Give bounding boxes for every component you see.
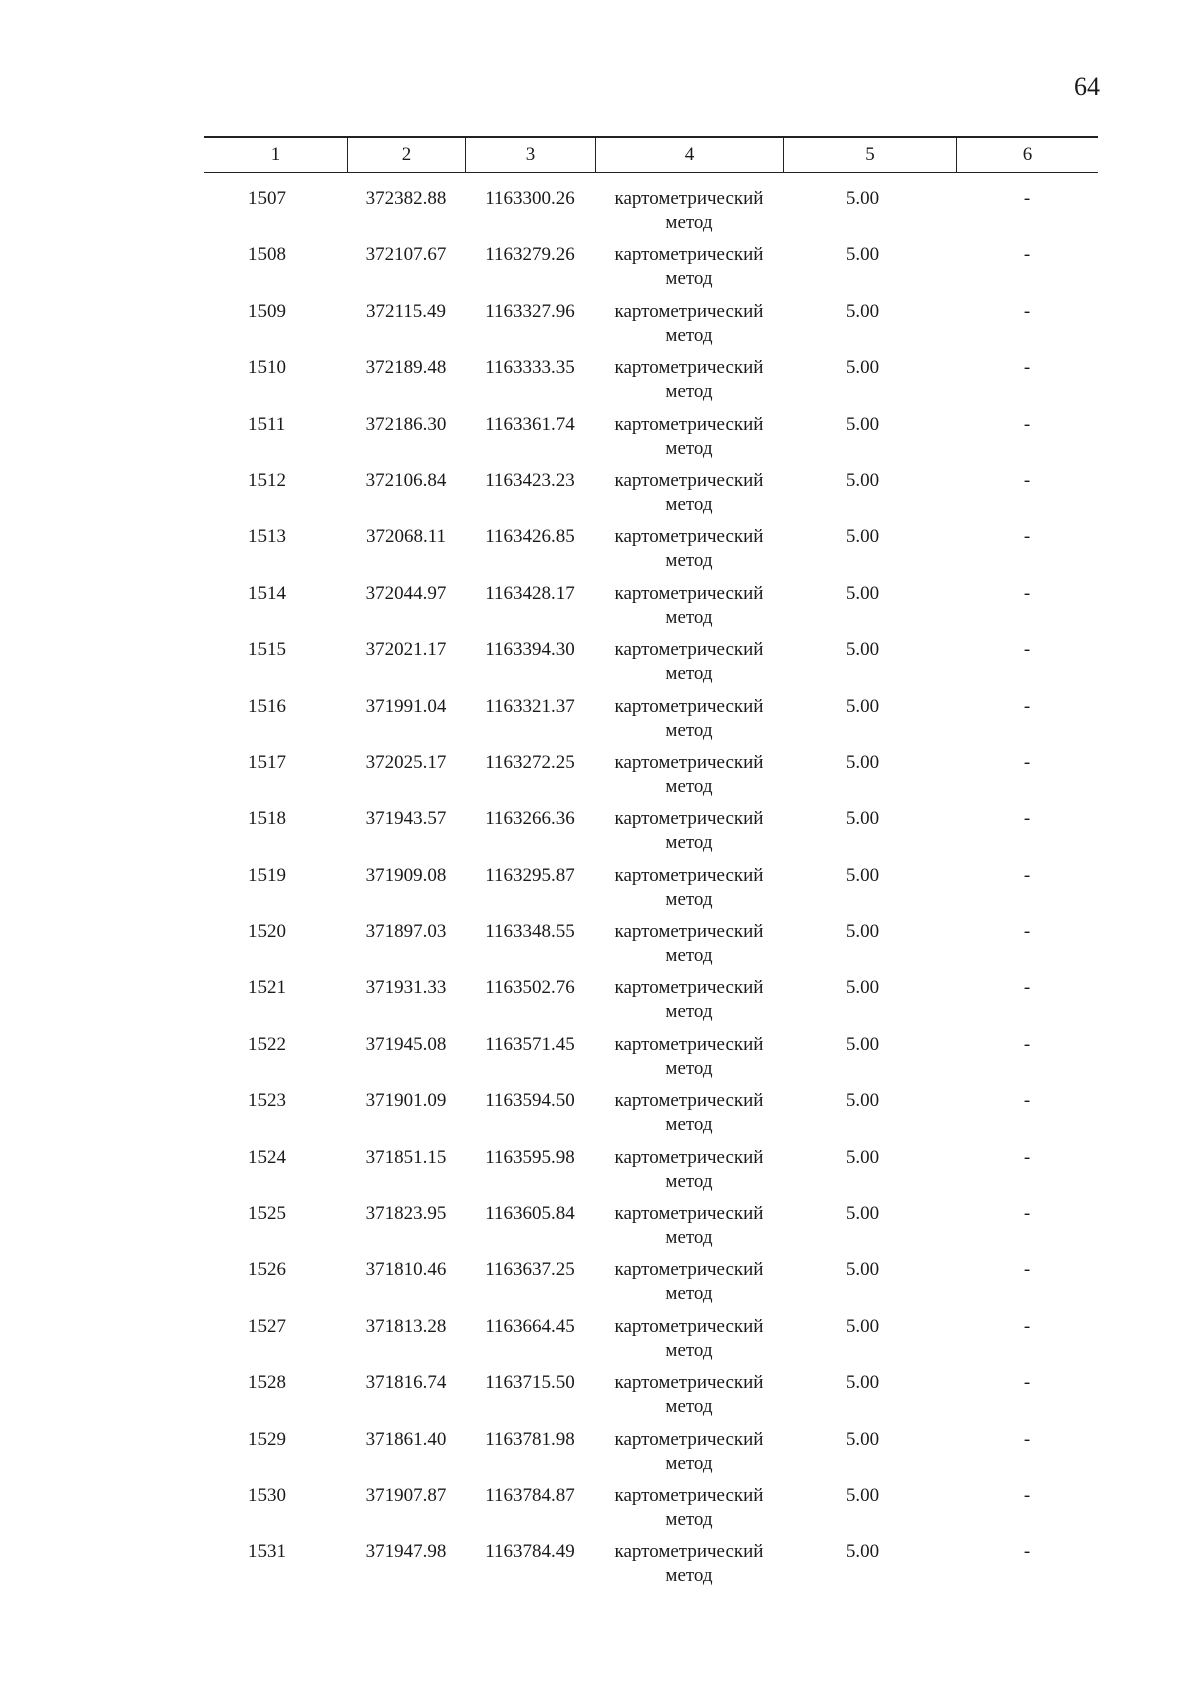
table-header <box>204 136 1098 173</box>
method-line-2: метод <box>665 268 713 290</box>
note-cell: - <box>1023 1033 1031 1055</box>
method-cell <box>595 1258 783 1314</box>
table-row <box>204 243 1098 299</box>
method-line-1: картометрический <box>614 469 764 491</box>
table-row <box>204 695 1098 751</box>
method-line-2: метод <box>665 1283 713 1305</box>
method-cell <box>595 356 783 412</box>
accuracy-cell: 5.00 <box>845 1146 880 1168</box>
accuracy-cell: 5.00 <box>845 582 880 604</box>
x-coordinate-cell: 371851.15 <box>365 1146 447 1168</box>
accuracy-cell: 5.00 <box>845 469 880 491</box>
x-coordinate-cell: 372186.30 <box>365 413 447 435</box>
method-line-1: картометрический <box>614 808 764 830</box>
method-cell <box>595 582 783 638</box>
point-number-cell: 1508 <box>248 244 286 266</box>
y-coordinate-cell: 1163348.55 <box>485 921 575 943</box>
method-cell <box>595 695 783 751</box>
table-row <box>204 638 1098 694</box>
y-coordinate-cell: 1163327.96 <box>485 300 575 322</box>
method-line-2: метод <box>665 1001 713 1023</box>
y-coordinate-cell: 1163595.98 <box>485 1146 575 1168</box>
method-line-2: метод <box>665 606 713 628</box>
accuracy-cell: 5.00 <box>845 1033 880 1055</box>
y-coordinate-cell: 1163426.85 <box>485 526 575 548</box>
point-number-cell: 1524 <box>248 1146 286 1168</box>
method-line-1: картометрический <box>614 921 764 943</box>
method-line-1: картометрический <box>614 864 764 886</box>
method-line-2: метод <box>665 1170 713 1192</box>
note-cell: - <box>1023 244 1031 266</box>
point-number-cell: 1521 <box>248 977 286 999</box>
table-row <box>204 469 1098 525</box>
table-row <box>204 525 1098 581</box>
note-cell: - <box>1023 639 1031 661</box>
note-cell: - <box>1023 1541 1031 1563</box>
table-row <box>204 807 1098 863</box>
point-number-cell: 1516 <box>248 695 286 717</box>
method-line-1: картометрический <box>614 977 764 999</box>
method-cell <box>595 1540 783 1596</box>
accuracy-cell: 5.00 <box>845 639 880 661</box>
note-cell: - <box>1023 1428 1031 1450</box>
point-number-cell: 1519 <box>248 864 286 886</box>
x-coordinate-cell: 372025.17 <box>365 751 447 773</box>
method-line-1: картометрический <box>614 1259 764 1281</box>
accuracy-cell: 5.00 <box>845 1259 880 1281</box>
x-coordinate-cell: 372107.67 <box>365 244 447 266</box>
y-coordinate-cell: 1163394.30 <box>485 639 575 661</box>
method-line-2: метод <box>665 1508 713 1530</box>
point-number-cell: 1522 <box>248 1033 286 1055</box>
method-line-1: картометрический <box>614 695 764 717</box>
point-number-cell: 1517 <box>248 751 286 773</box>
method-line-2: метод <box>665 832 713 854</box>
note-cell: - <box>1023 1372 1031 1394</box>
x-coordinate-cell: 371943.57 <box>365 808 447 830</box>
table-row <box>204 1484 1098 1540</box>
method-cell <box>595 1033 783 1089</box>
accuracy-cell: 5.00 <box>845 977 880 999</box>
header-col-5: 5 <box>783 138 956 172</box>
note-cell: - <box>1023 695 1031 717</box>
y-coordinate-cell: 1163428.17 <box>485 582 575 604</box>
method-line-2: метод <box>665 437 713 459</box>
table-row <box>204 1540 1098 1596</box>
page-number: 64 <box>1074 72 1100 101</box>
accuracy-cell: 5.00 <box>845 1315 880 1337</box>
x-coordinate-cell: 371897.03 <box>365 921 447 943</box>
method-cell <box>595 1428 783 1484</box>
method-line-1: картометрический <box>614 357 764 379</box>
point-number-cell: 1525 <box>248 1203 286 1225</box>
point-number-cell: 1527 <box>248 1315 286 1337</box>
table-body <box>204 173 1098 1597</box>
method-line-1: картометрический <box>614 1033 764 1055</box>
y-coordinate-cell: 1163664.45 <box>485 1315 575 1337</box>
y-coordinate-cell: 1163781.98 <box>485 1428 575 1450</box>
method-line-2: метод <box>665 1452 713 1474</box>
method-cell <box>595 187 783 243</box>
x-coordinate-cell: 371931.33 <box>365 977 447 999</box>
note-cell: - <box>1023 751 1031 773</box>
method-line-2: метод <box>665 1396 713 1418</box>
note-cell: - <box>1023 582 1031 604</box>
method-line-2: метод <box>665 775 713 797</box>
y-coordinate-cell: 1163571.45 <box>485 1033 575 1055</box>
note-cell: - <box>1023 1484 1031 1506</box>
table-row <box>204 920 1098 976</box>
method-line-2: метод <box>665 212 713 233</box>
note-cell: - <box>1023 1259 1031 1281</box>
method-line-1: картометрический <box>614 1541 764 1563</box>
method-line-2: метод <box>665 324 713 346</box>
table-row <box>204 1033 1098 1089</box>
point-number-cell: 1514 <box>248 582 286 604</box>
x-coordinate-cell: 371810.46 <box>365 1259 447 1281</box>
method-cell <box>595 751 783 807</box>
y-coordinate-cell: 1163333.35 <box>485 357 575 379</box>
method-cell <box>595 976 783 1032</box>
note-cell: - <box>1023 1090 1031 1112</box>
method-cell <box>595 807 783 863</box>
y-coordinate-cell: 1163266.36 <box>485 808 575 830</box>
y-coordinate-cell: 1163295.87 <box>485 864 575 886</box>
accuracy-cell: 5.00 <box>845 808 880 830</box>
accuracy-cell: 5.00 <box>845 1090 880 1112</box>
x-coordinate-cell: 371947.98 <box>365 1541 447 1563</box>
accuracy-cell: 5.00 <box>845 1203 880 1225</box>
y-coordinate-cell: 1163300.26 <box>485 188 575 209</box>
table-row <box>204 356 1098 412</box>
point-number-cell: 1507 <box>248 188 286 209</box>
header-col-6: 6 <box>956 138 1098 172</box>
accuracy-cell: 5.00 <box>845 357 880 379</box>
table-row <box>204 1202 1098 1258</box>
x-coordinate-cell: 371907.87 <box>365 1484 447 1506</box>
y-coordinate-cell: 1163784.87 <box>485 1484 575 1506</box>
method-cell <box>595 1089 783 1145</box>
method-line-1: картометрический <box>614 1090 764 1112</box>
accuracy-cell: 5.00 <box>845 526 880 548</box>
method-line-2: метод <box>665 493 713 515</box>
note-cell: - <box>1023 357 1031 379</box>
accuracy-cell: 5.00 <box>845 1372 880 1394</box>
point-number-cell: 1518 <box>248 808 286 830</box>
note-cell: - <box>1023 864 1031 886</box>
method-cell <box>595 300 783 356</box>
table-row <box>204 300 1098 356</box>
y-coordinate-cell: 1163272.25 <box>485 751 575 773</box>
x-coordinate-cell: 372115.49 <box>365 300 447 322</box>
y-coordinate-cell: 1163637.25 <box>485 1259 575 1281</box>
point-number-cell: 1512 <box>248 469 286 491</box>
x-coordinate-cell: 371945.08 <box>365 1033 447 1055</box>
table-row <box>204 1146 1098 1202</box>
header-col-2: 2 <box>347 138 465 172</box>
accuracy-cell: 5.00 <box>845 413 880 435</box>
note-cell: - <box>1023 921 1031 943</box>
method-line-2: метод <box>665 1565 713 1587</box>
method-line-1: картометрический <box>614 1203 764 1225</box>
method-line-2: метод <box>665 719 713 741</box>
table-row <box>204 1258 1098 1314</box>
y-coordinate-cell: 1163784.49 <box>485 1541 575 1563</box>
point-number-cell: 1528 <box>248 1372 286 1394</box>
y-coordinate-cell: 1163361.74 <box>485 413 575 435</box>
accuracy-cell: 5.00 <box>845 751 880 773</box>
table-row <box>204 187 1098 243</box>
method-line-1: картометрический <box>614 188 764 209</box>
method-line-1: картометрический <box>614 413 764 435</box>
note-cell: - <box>1023 1203 1031 1225</box>
table-row <box>204 1315 1098 1371</box>
y-coordinate-cell: 1163605.84 <box>485 1203 575 1225</box>
x-coordinate-cell: 371909.08 <box>365 864 447 886</box>
method-line-1: картометрический <box>614 1484 764 1506</box>
note-cell: - <box>1023 808 1031 830</box>
note-cell: - <box>1023 526 1031 548</box>
table-row <box>204 1428 1098 1484</box>
method-line-2: метод <box>665 550 713 572</box>
method-cell <box>595 243 783 299</box>
method-line-2: метод <box>665 663 713 685</box>
method-cell <box>595 1484 783 1540</box>
method-line-2: метод <box>665 1339 713 1361</box>
note-cell: - <box>1023 977 1031 999</box>
method-line-1: картометрический <box>614 1372 764 1394</box>
y-coordinate-cell: 1163321.37 <box>485 695 575 717</box>
y-coordinate-cell: 1163594.50 <box>485 1090 575 1112</box>
method-line-1: картометрический <box>614 526 764 548</box>
x-coordinate-cell: 372382.88 <box>365 188 447 209</box>
accuracy-cell: 5.00 <box>845 1428 880 1450</box>
accuracy-cell: 5.00 <box>845 244 880 266</box>
method-cell <box>595 864 783 920</box>
y-coordinate-cell: 1163279.26 <box>485 244 575 266</box>
point-number-cell: 1513 <box>248 526 286 548</box>
y-coordinate-cell: 1163502.76 <box>485 977 575 999</box>
table-row <box>204 864 1098 920</box>
note-cell: - <box>1023 1315 1031 1337</box>
method-cell <box>595 1371 783 1427</box>
point-number-cell: 1511 <box>248 413 286 435</box>
method-line-1: картометрический <box>614 582 764 604</box>
x-coordinate-cell: 371991.04 <box>365 695 447 717</box>
method-line-2: метод <box>665 1227 713 1249</box>
method-line-2: метод <box>665 381 713 403</box>
accuracy-cell: 5.00 <box>845 188 880 209</box>
method-cell <box>595 1202 783 1258</box>
method-cell <box>595 920 783 976</box>
header-col-3: 3 <box>465 138 595 172</box>
x-coordinate-cell: 371816.74 <box>365 1372 447 1394</box>
method-cell <box>595 525 783 581</box>
accuracy-cell: 5.00 <box>845 1484 880 1506</box>
x-coordinate-cell: 371813.28 <box>365 1315 447 1337</box>
accuracy-cell: 5.00 <box>845 695 880 717</box>
method-cell <box>595 469 783 525</box>
method-cell <box>595 1146 783 1202</box>
header-col-4: 4 <box>595 138 783 172</box>
coordinates-table <box>204 136 1098 1597</box>
point-number-cell: 1510 <box>248 357 286 379</box>
x-coordinate-cell: 372044.97 <box>365 582 447 604</box>
point-number-cell: 1520 <box>248 921 286 943</box>
table-row <box>204 976 1098 1032</box>
x-coordinate-cell: 371901.09 <box>365 1090 447 1112</box>
method-cell <box>595 638 783 694</box>
point-number-cell: 1509 <box>248 300 286 322</box>
accuracy-cell: 5.00 <box>845 864 880 886</box>
method-line-2: метод <box>665 1114 713 1136</box>
x-coordinate-cell: 372106.84 <box>365 469 447 491</box>
accuracy-cell: 5.00 <box>845 921 880 943</box>
note-cell: - <box>1023 1146 1031 1168</box>
table-row <box>204 1371 1098 1427</box>
method-line-1: картометрический <box>614 639 764 661</box>
x-coordinate-cell: 372189.48 <box>365 357 447 379</box>
x-coordinate-cell: 371861.40 <box>365 1428 447 1450</box>
method-line-2: метод <box>665 888 713 910</box>
header-col-1: 1 <box>270 144 281 165</box>
point-number-cell: 1526 <box>248 1259 286 1281</box>
method-line-2: метод <box>665 1057 713 1079</box>
x-coordinate-cell: 371823.95 <box>365 1203 447 1225</box>
note-cell: - <box>1023 300 1031 322</box>
method-cell <box>595 413 783 469</box>
note-cell: - <box>1023 469 1031 491</box>
method-cell <box>595 1315 783 1371</box>
x-coordinate-cell: 372021.17 <box>365 639 447 661</box>
point-number-cell: 1515 <box>248 639 286 661</box>
x-coordinate-cell: 372068.11 <box>365 526 447 548</box>
method-line-1: картометрический <box>614 1146 764 1168</box>
method-line-2: метод <box>665 945 713 967</box>
y-coordinate-cell: 1163715.50 <box>485 1372 575 1394</box>
point-number-cell: 1530 <box>248 1484 286 1506</box>
y-coordinate-cell: 1163423.23 <box>485 469 575 491</box>
table-row <box>204 582 1098 638</box>
point-number-cell: 1531 <box>248 1541 286 1563</box>
note-cell: - <box>1023 188 1031 209</box>
method-line-1: картометрический <box>614 300 764 322</box>
point-number-cell: 1523 <box>248 1090 286 1112</box>
accuracy-cell: 5.00 <box>845 300 880 322</box>
method-line-1: картометрический <box>614 244 764 266</box>
table-row <box>204 1089 1098 1145</box>
method-line-1: картометрический <box>614 751 764 773</box>
table-row <box>204 751 1098 807</box>
table-row <box>204 413 1098 469</box>
method-line-1: картометрический <box>614 1315 764 1337</box>
point-number-cell: 1529 <box>248 1428 286 1450</box>
method-line-1: картометрический <box>614 1428 764 1450</box>
accuracy-cell: 5.00 <box>845 1541 880 1563</box>
note-cell: - <box>1023 413 1031 435</box>
